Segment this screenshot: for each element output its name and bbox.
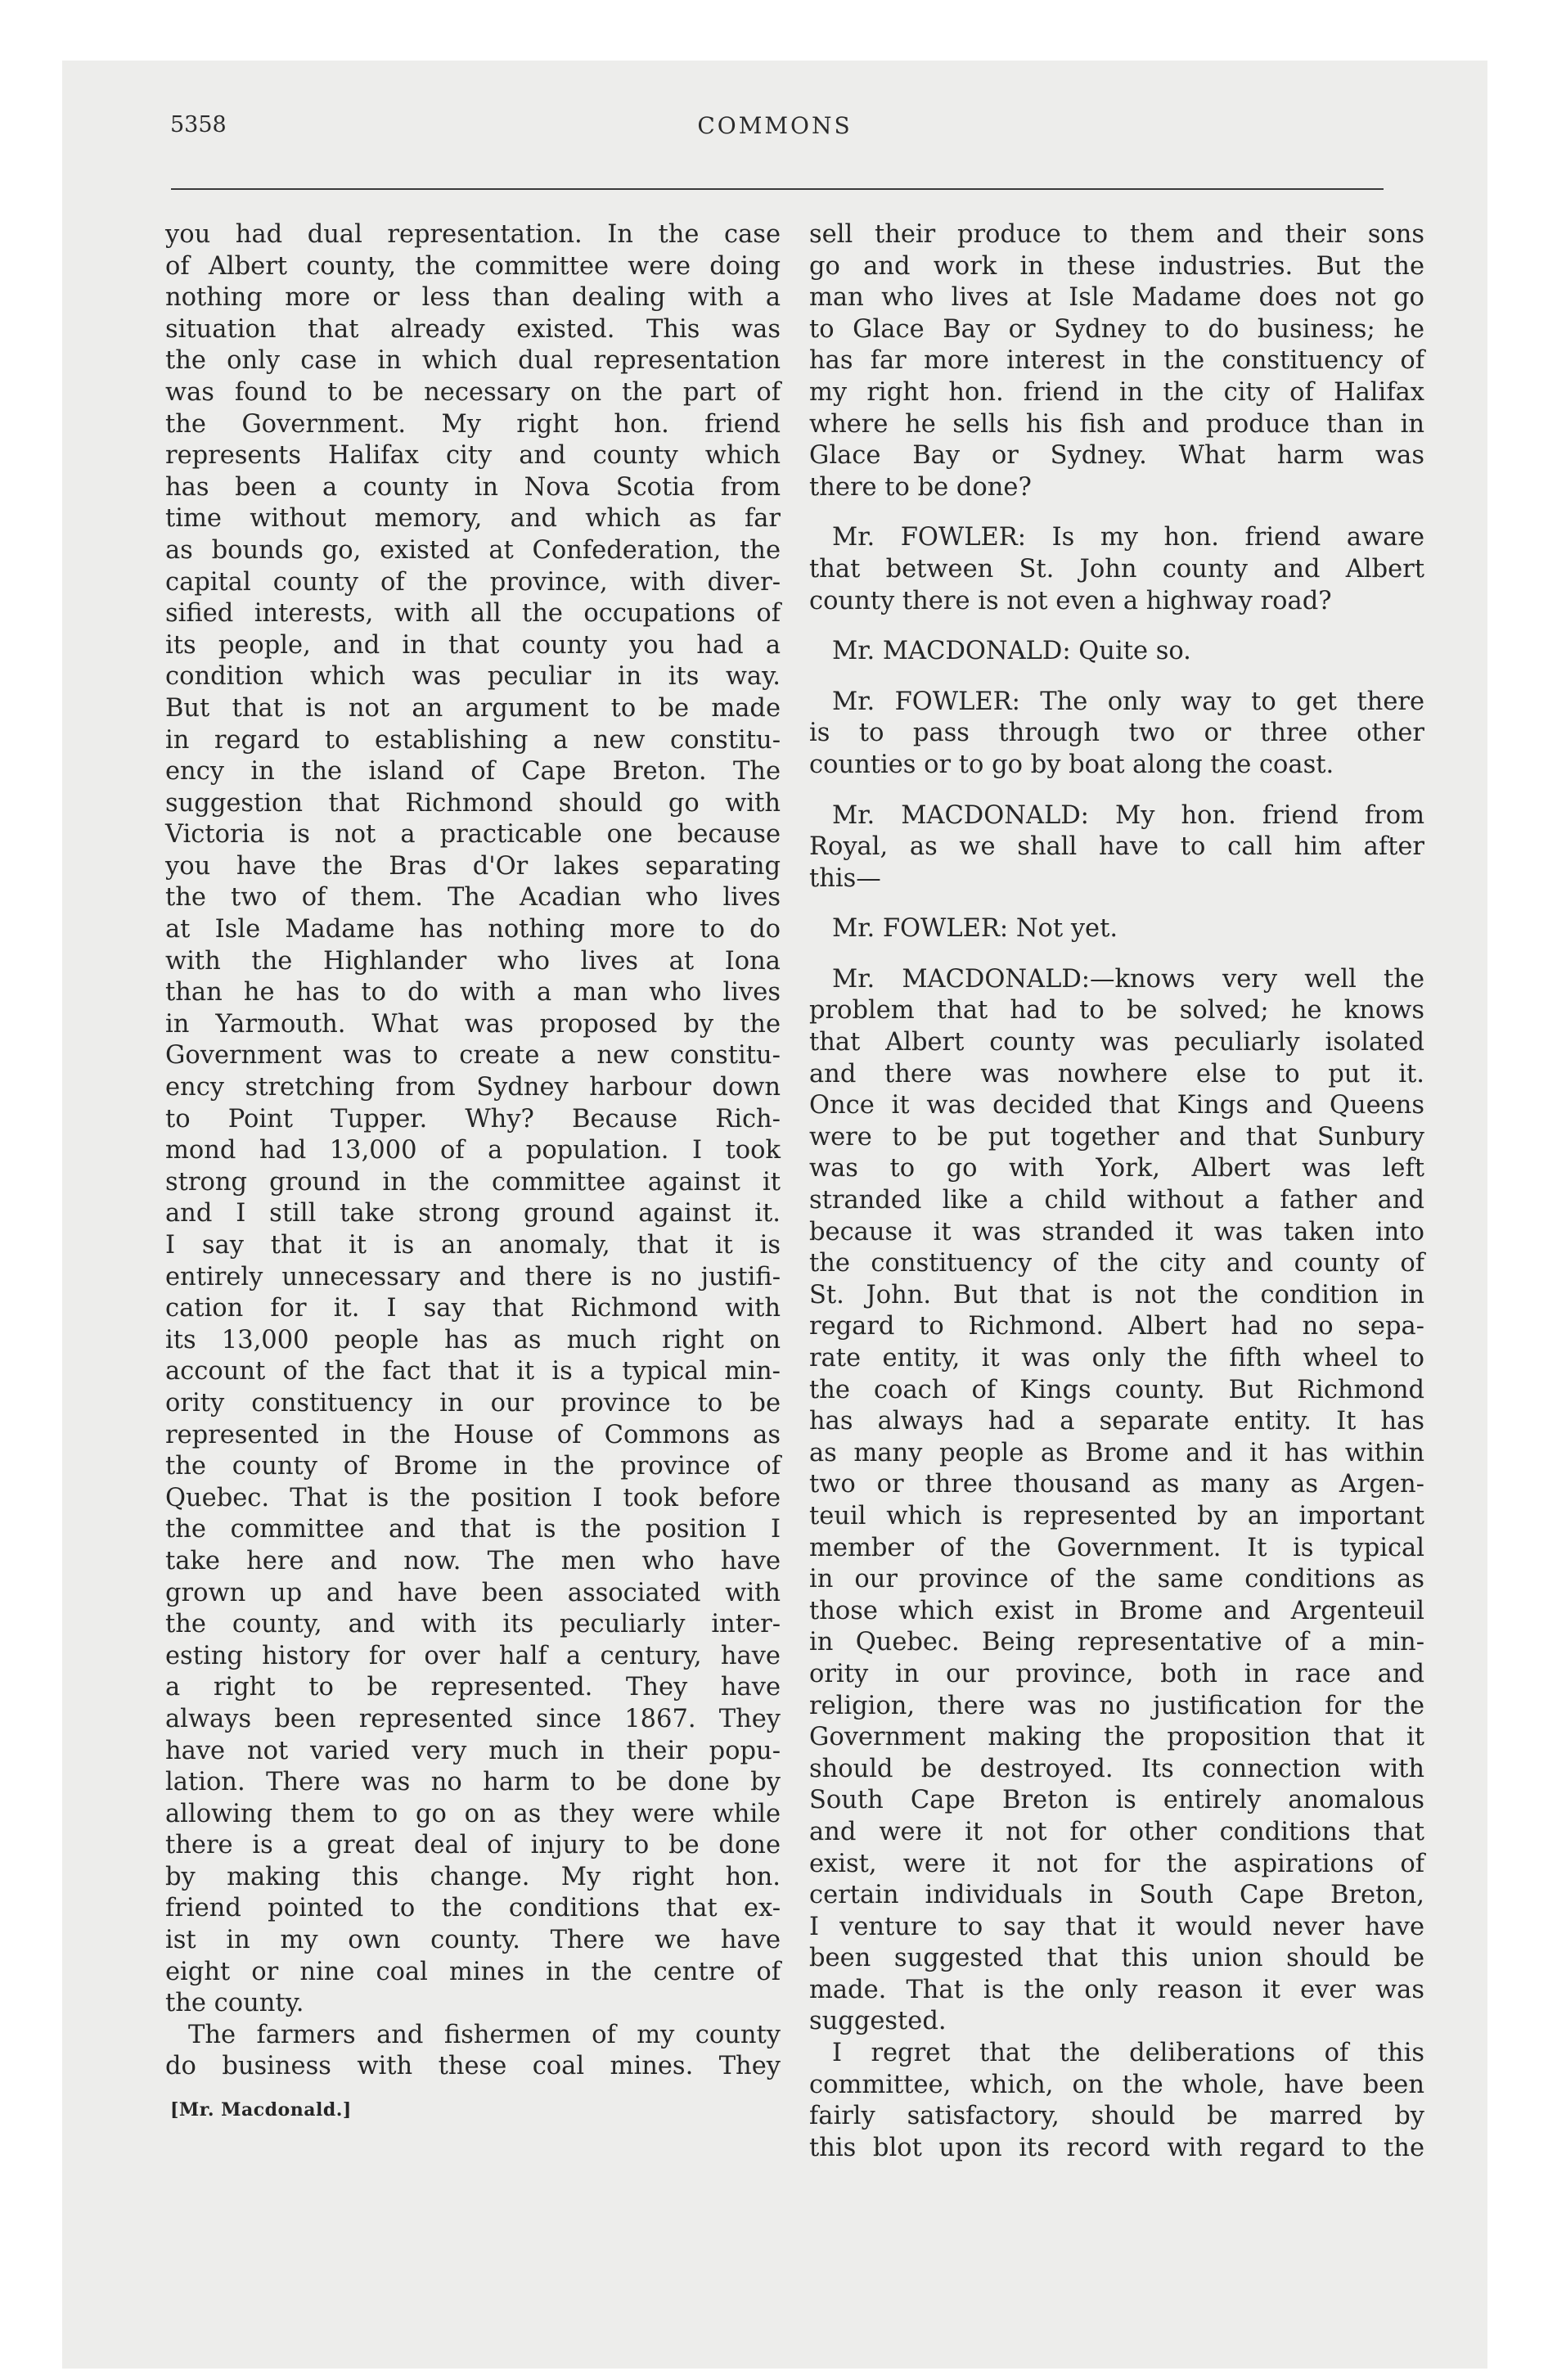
text-line: my right hon. friend in the city of Halifax <box>809 377 1424 407</box>
text-line: ority in our province, both in race and <box>809 1659 1424 1688</box>
right-column <box>809 219 1424 2164</box>
text-line: than he has to do with a man who lives <box>165 978 781 1007</box>
text-line: and there was nowhere else to put it. <box>809 1059 1424 1089</box>
text-line: problem that had to be solved; he knows <box>809 996 1424 1025</box>
text-line: entirely unnecessary and there is no justifi- <box>165 1262 781 1291</box>
text-line: was found to be necessary on the part of <box>165 377 781 407</box>
text-line: I say that it is an anomaly, that it is <box>165 1231 781 1260</box>
text-line: the only case in which dual representation <box>165 346 781 376</box>
text-line: eight or nine coal mines in the centre of <box>165 1957 781 1986</box>
text-line: certain individuals in South Cape Breton, <box>809 1881 1424 1910</box>
text-line: with the Highlander who lives at Iona <box>165 946 781 976</box>
text-line: committee, which, on the whole, have been <box>809 2070 1424 2099</box>
text-line: capital county of the province, with diver- <box>165 567 781 597</box>
text-line: situation that already existed. This was <box>165 314 781 344</box>
text-line: grown up and have been associated with <box>165 1578 781 1607</box>
text-line: cation for it. I say that Richmond with <box>165 1294 781 1323</box>
text-line: suggestion that Richmond should go with <box>165 788 781 818</box>
text-line: there to be done? <box>809 472 1032 502</box>
paragraph <box>809 2038 1424 2164</box>
text-line: by making this change. My right hon. <box>165 1862 781 1891</box>
text-line: were to be put together and that Sunbury <box>809 1122 1424 1152</box>
text-line: time without memory, and which as far <box>165 504 781 534</box>
text-line: Mr. MACDONALD: My hon. friend from <box>832 800 1424 830</box>
text-line: sell their produce to them and their sons <box>809 220 1424 249</box>
text-line: county there is not even a highway road? <box>809 586 1332 615</box>
header-rule <box>171 188 1384 190</box>
text-line: and I still take strong ground against it. <box>165 1199 781 1228</box>
text-line: that between St. John county and Albert <box>809 554 1424 584</box>
text-line: do business with these coal mines. They <box>165 2052 781 2081</box>
text-line: The farmers and fishermen of my county <box>188 2020 781 2049</box>
text-line: stranded like a child without a father and <box>809 1186 1424 1215</box>
text-line: as bounds go, existed at Confederation, the <box>165 535 781 565</box>
text-line: rate entity, it was only the fifth wheel to <box>809 1344 1424 1373</box>
text-line: in regard to establishing a new constitu- <box>165 725 781 755</box>
text-line: condition which was peculiar in its way. <box>165 662 781 692</box>
text-line: should be destroyed. Its connection with <box>809 1754 1424 1783</box>
text-line: ency stretching from Sydney harbour down <box>165 1073 781 1102</box>
left-column <box>165 219 781 2126</box>
text-line: friend pointed to the conditions that ex- <box>165 1894 781 1923</box>
text-line: been suggested that this union should be <box>809 1944 1424 1973</box>
text-line: Government making the proposition that it <box>809 1723 1424 1752</box>
text-line: esting history for over half a century, have <box>165 1641 781 1670</box>
text-line: Mr. FOWLER: Is my hon. friend aware <box>832 523 1424 552</box>
text-line: Mr. FOWLER: The only way to get there <box>832 687 1424 716</box>
text-line: account of the fact that it is a typical min- <box>165 1357 781 1386</box>
text-line: those which exist in Brome and Argenteuil <box>809 1596 1424 1625</box>
text-line: religion, there was no justification for the <box>809 1691 1424 1720</box>
page-number: 5358 <box>170 112 227 137</box>
text-line: exist, were it not for the aspirations of <box>809 1849 1424 1878</box>
text-line: has always had a separate entity. It has <box>809 1407 1424 1436</box>
text-line: sified interests, with all the occupations of <box>165 599 781 629</box>
text-line: regard to Richmond. Albert had no sepa- <box>809 1312 1424 1341</box>
text-line: St. John. But that is not the condition in <box>809 1280 1424 1309</box>
text-line: I regret that the deliberations of this <box>832 2039 1424 2068</box>
text-line: there is a great deal of injury to be done <box>165 1831 781 1860</box>
text-line: man who lives at Isle Madame does not go <box>809 283 1424 313</box>
text-line: its people, and in that county you had a <box>165 630 781 660</box>
text-line: Mr. MACDONALD:—knows very well the <box>832 964 1424 994</box>
text-line: made. That is the only reason it ever was <box>809 1975 1424 2004</box>
text-line: South Cape Breton is entirely anomalous <box>809 1786 1424 1815</box>
text-line: the constituency of the city and county of <box>809 1249 1424 1278</box>
text-line: the committee and that is the position I <box>165 1515 781 1544</box>
text-line: I venture to say that it would never have <box>809 1912 1424 1941</box>
text-line: represented in the House of Commons as <box>165 1420 781 1449</box>
page-header <box>62 112 1487 153</box>
text-line: suggested. <box>809 2007 947 2036</box>
text-line: member of the Government. It is typical <box>809 1533 1424 1562</box>
text-line: has been a county in Nova Scotia from <box>165 472 781 502</box>
text-line: go and work in these industries. But the <box>809 251 1424 281</box>
text-line: strong ground in the committee against it <box>165 1167 781 1197</box>
text-line: is to pass through two or three other <box>809 719 1424 748</box>
text-line: in our province of the same conditions as <box>809 1565 1424 1594</box>
text-line: the county of Brome in the province of <box>165 1452 781 1481</box>
text-line: has far more interest in the constituency of <box>809 346 1424 376</box>
text-line: because it was stranded it was taken into <box>809 1217 1424 1246</box>
text-line: Government was to create a new constitu- <box>165 1041 781 1071</box>
text-line: take here and now. The men who have <box>165 1546 781 1575</box>
text-line: Mr. MACDONALD: Quite so. <box>832 637 1191 666</box>
text-line: fairly satisfactory, should be marred by <box>809 2102 1424 2131</box>
paragraph <box>809 800 1424 895</box>
text-line: Royal, as we shall have to call him after <box>809 832 1424 862</box>
text-line: Victoria is not a practicable one because <box>165 820 781 850</box>
text-line: ority constituency in our province to be <box>165 1388 781 1418</box>
paragraph <box>809 913 1424 945</box>
paragraph <box>809 522 1424 617</box>
text-line: ency in the island of Cape Breton. The <box>165 757 781 787</box>
text-line: the Government. My right hon. friend <box>165 409 781 439</box>
text-line: lation. There was no harm to be done by <box>165 1768 781 1797</box>
text-line: you had dual representation. In the case <box>165 220 781 249</box>
document-page <box>62 61 1487 2369</box>
text-line: the county, and with its peculiarly inter- <box>165 1610 781 1639</box>
text-line: its 13,000 people has as much right on <box>165 1325 781 1355</box>
text-line: this blot upon its record with regard to the <box>809 2133 1424 2162</box>
text-line: Quebec. That is the position I took before <box>165 1483 781 1512</box>
text-line: have not varied very much in their popu- <box>165 1736 781 1765</box>
text-line: allowing them to go on as they were while <box>165 1799 781 1828</box>
text-line: the coach of Kings county. But Richmond <box>809 1375 1424 1404</box>
text-line: this— <box>809 863 881 893</box>
text-line: always been represented since 1867. They <box>165 1704 781 1733</box>
paragraph <box>809 687 1424 782</box>
text-line: teuil which is represented by an important <box>809 1501 1424 1530</box>
paragraph <box>809 636 1424 668</box>
text-line: nothing more or less than dealing with a <box>165 283 781 313</box>
text-line: where he sells his fish and produce than in <box>809 409 1424 439</box>
text-line: in Quebec. Being representative of a min- <box>809 1628 1424 1657</box>
text-line: at Isle Madame has nothing more to do <box>165 915 781 944</box>
text-line: that Albert county was peculiarly isolated <box>809 1028 1424 1057</box>
paragraph <box>809 219 1424 503</box>
text-line: a right to be represented. They have <box>165 1673 781 1702</box>
text-line: the two of them. The Acadian who lives <box>165 883 781 913</box>
text-line: of Albert county, the committee were doing <box>165 251 781 281</box>
speaker-signature: [Mr. Macdonald.] <box>170 2099 352 2121</box>
text-line: to Glace Bay or Sydney to do business; he <box>809 314 1424 344</box>
text-line: to Point Tupper. Why? Because Rich- <box>165 1104 781 1134</box>
text-line: the county. <box>165 1989 304 2018</box>
text-line: ist in my own county. There we have <box>165 1926 781 1955</box>
text-line: Mr. FOWLER: Not yet. <box>832 914 1118 944</box>
paragraph <box>809 964 1424 2038</box>
text-line: was to go with York, Albert was left <box>809 1154 1424 1183</box>
text-line: Once it was decided that Kings and Queens <box>809 1091 1424 1120</box>
running-head: COMMONS <box>697 112 853 139</box>
text-line: represents Halifax city and county which <box>165 441 781 471</box>
text-line: you have the Bras d'Or lakes separating <box>165 851 781 881</box>
text-line: mond had 13,000 of a population. I took <box>165 1136 781 1165</box>
text-line: two or three thousand as many as Argen- <box>809 1470 1424 1499</box>
text-line: in Yarmouth. What was proposed by the <box>165 1009 781 1039</box>
text-line: But that is not an argument to be made <box>165 693 781 723</box>
text-line: Glace Bay or Sydney. What harm was <box>809 441 1424 471</box>
text-line: counties or to go by boat along the coast. <box>809 750 1334 779</box>
text-line: as many people as Brome and it has within <box>809 1438 1424 1467</box>
text-line: and were it not for other conditions that <box>809 1817 1424 1846</box>
